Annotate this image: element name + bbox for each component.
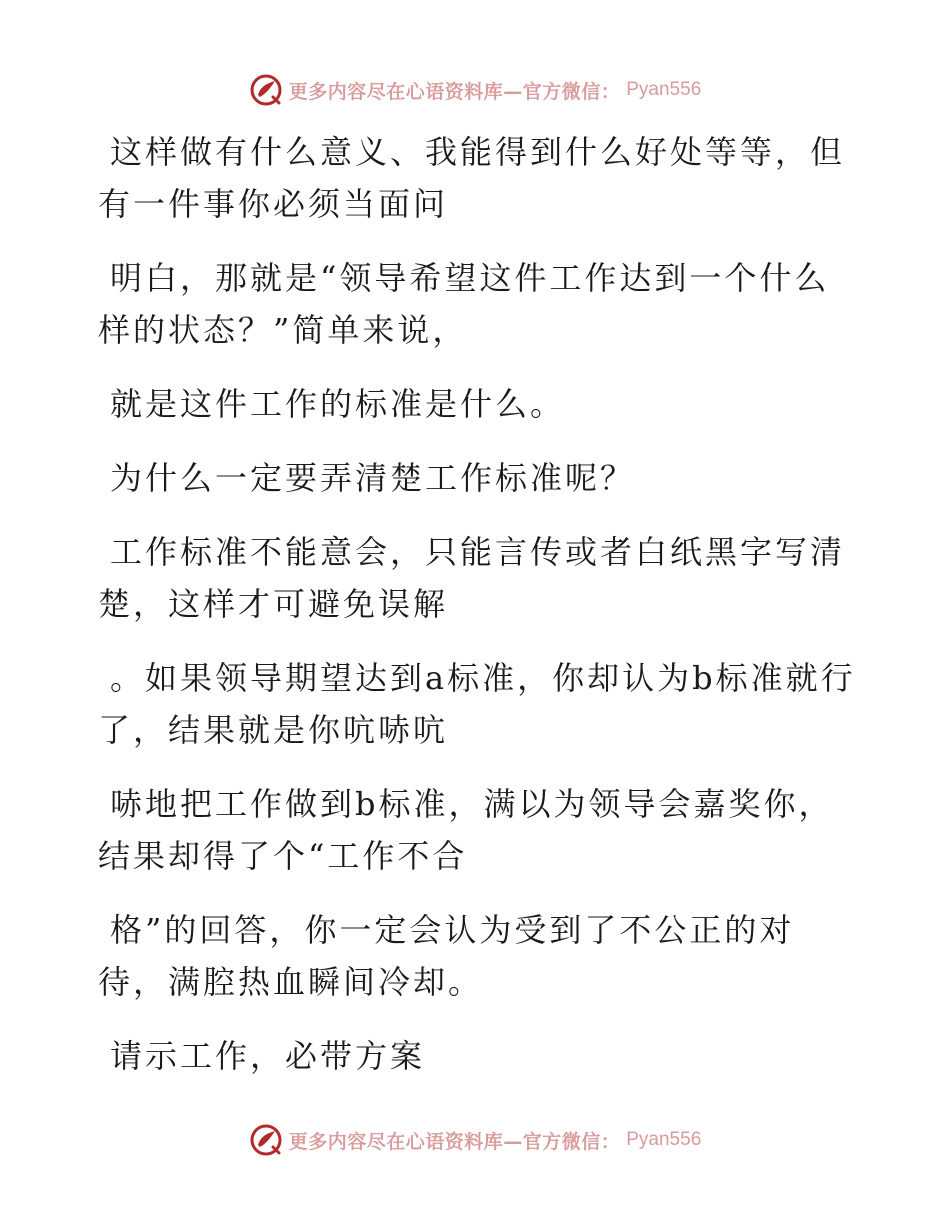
header-banner xyxy=(0,70,950,110)
paragraph xyxy=(98,778,858,882)
paragraph xyxy=(98,1030,858,1082)
header-banner-text: 更多内容尽在心语资料库—官方微信： xyxy=(288,80,621,103)
paragraph xyxy=(98,252,858,356)
paragraph-line: 结果却得了个“工作不合 xyxy=(98,837,468,875)
paragraph xyxy=(98,904,858,1008)
paragraph-line: 待，满腔热血瞬间冷却。 xyxy=(98,963,484,1001)
paragraph-line: 。如果领导期望达到a标准，你却认为b标准就行 xyxy=(110,659,856,697)
paragraph-line: 了，结果就是你吭哧吭 xyxy=(98,711,449,749)
paragraph-line: 请示工作，必带方案 xyxy=(110,1037,426,1075)
logo-icon xyxy=(249,73,283,107)
paragraph xyxy=(98,526,858,630)
footer-banner xyxy=(0,1120,950,1160)
paragraph xyxy=(98,452,858,504)
paragraph-line: 明白，那就是“领导希望这件工作达到一个什么 xyxy=(110,259,830,297)
paragraph-line: 工作标准不能意会，只能言传或者白纸黑字写清 xyxy=(110,533,846,571)
paragraph-line: 为什么一定要弄清楚工作标准呢？ xyxy=(110,459,636,497)
paragraph-line: 哧地把工作做到b标准，满以为领导会嘉奖你， xyxy=(110,785,834,823)
footer-banner-text: 更多内容尽在心语资料库—官方微信： xyxy=(288,1130,621,1153)
paragraph xyxy=(98,652,858,756)
paragraph-line: 有一件事你必须当面问 xyxy=(98,185,449,223)
header-wechat-id: Pyan556 xyxy=(626,79,702,100)
paragraph xyxy=(98,126,858,230)
footer-wechat-id: Pyan556 xyxy=(626,1129,702,1150)
paragraph-line: 这样做有什么意义、我能得到什么好处等等，但 xyxy=(110,133,846,171)
paragraph-line: 楚，这样才可避免误解 xyxy=(98,585,449,623)
paragraph-line: 样的状态？”简单来说， xyxy=(98,311,468,349)
paragraph xyxy=(98,378,858,430)
paragraph-line: 格”的回答，你一定会认为受到了不公正的对 xyxy=(110,911,795,949)
logo-icon xyxy=(249,1123,283,1157)
document-body xyxy=(98,126,858,1104)
paragraph-line: 就是这件工作的标准是什么。 xyxy=(110,385,566,423)
